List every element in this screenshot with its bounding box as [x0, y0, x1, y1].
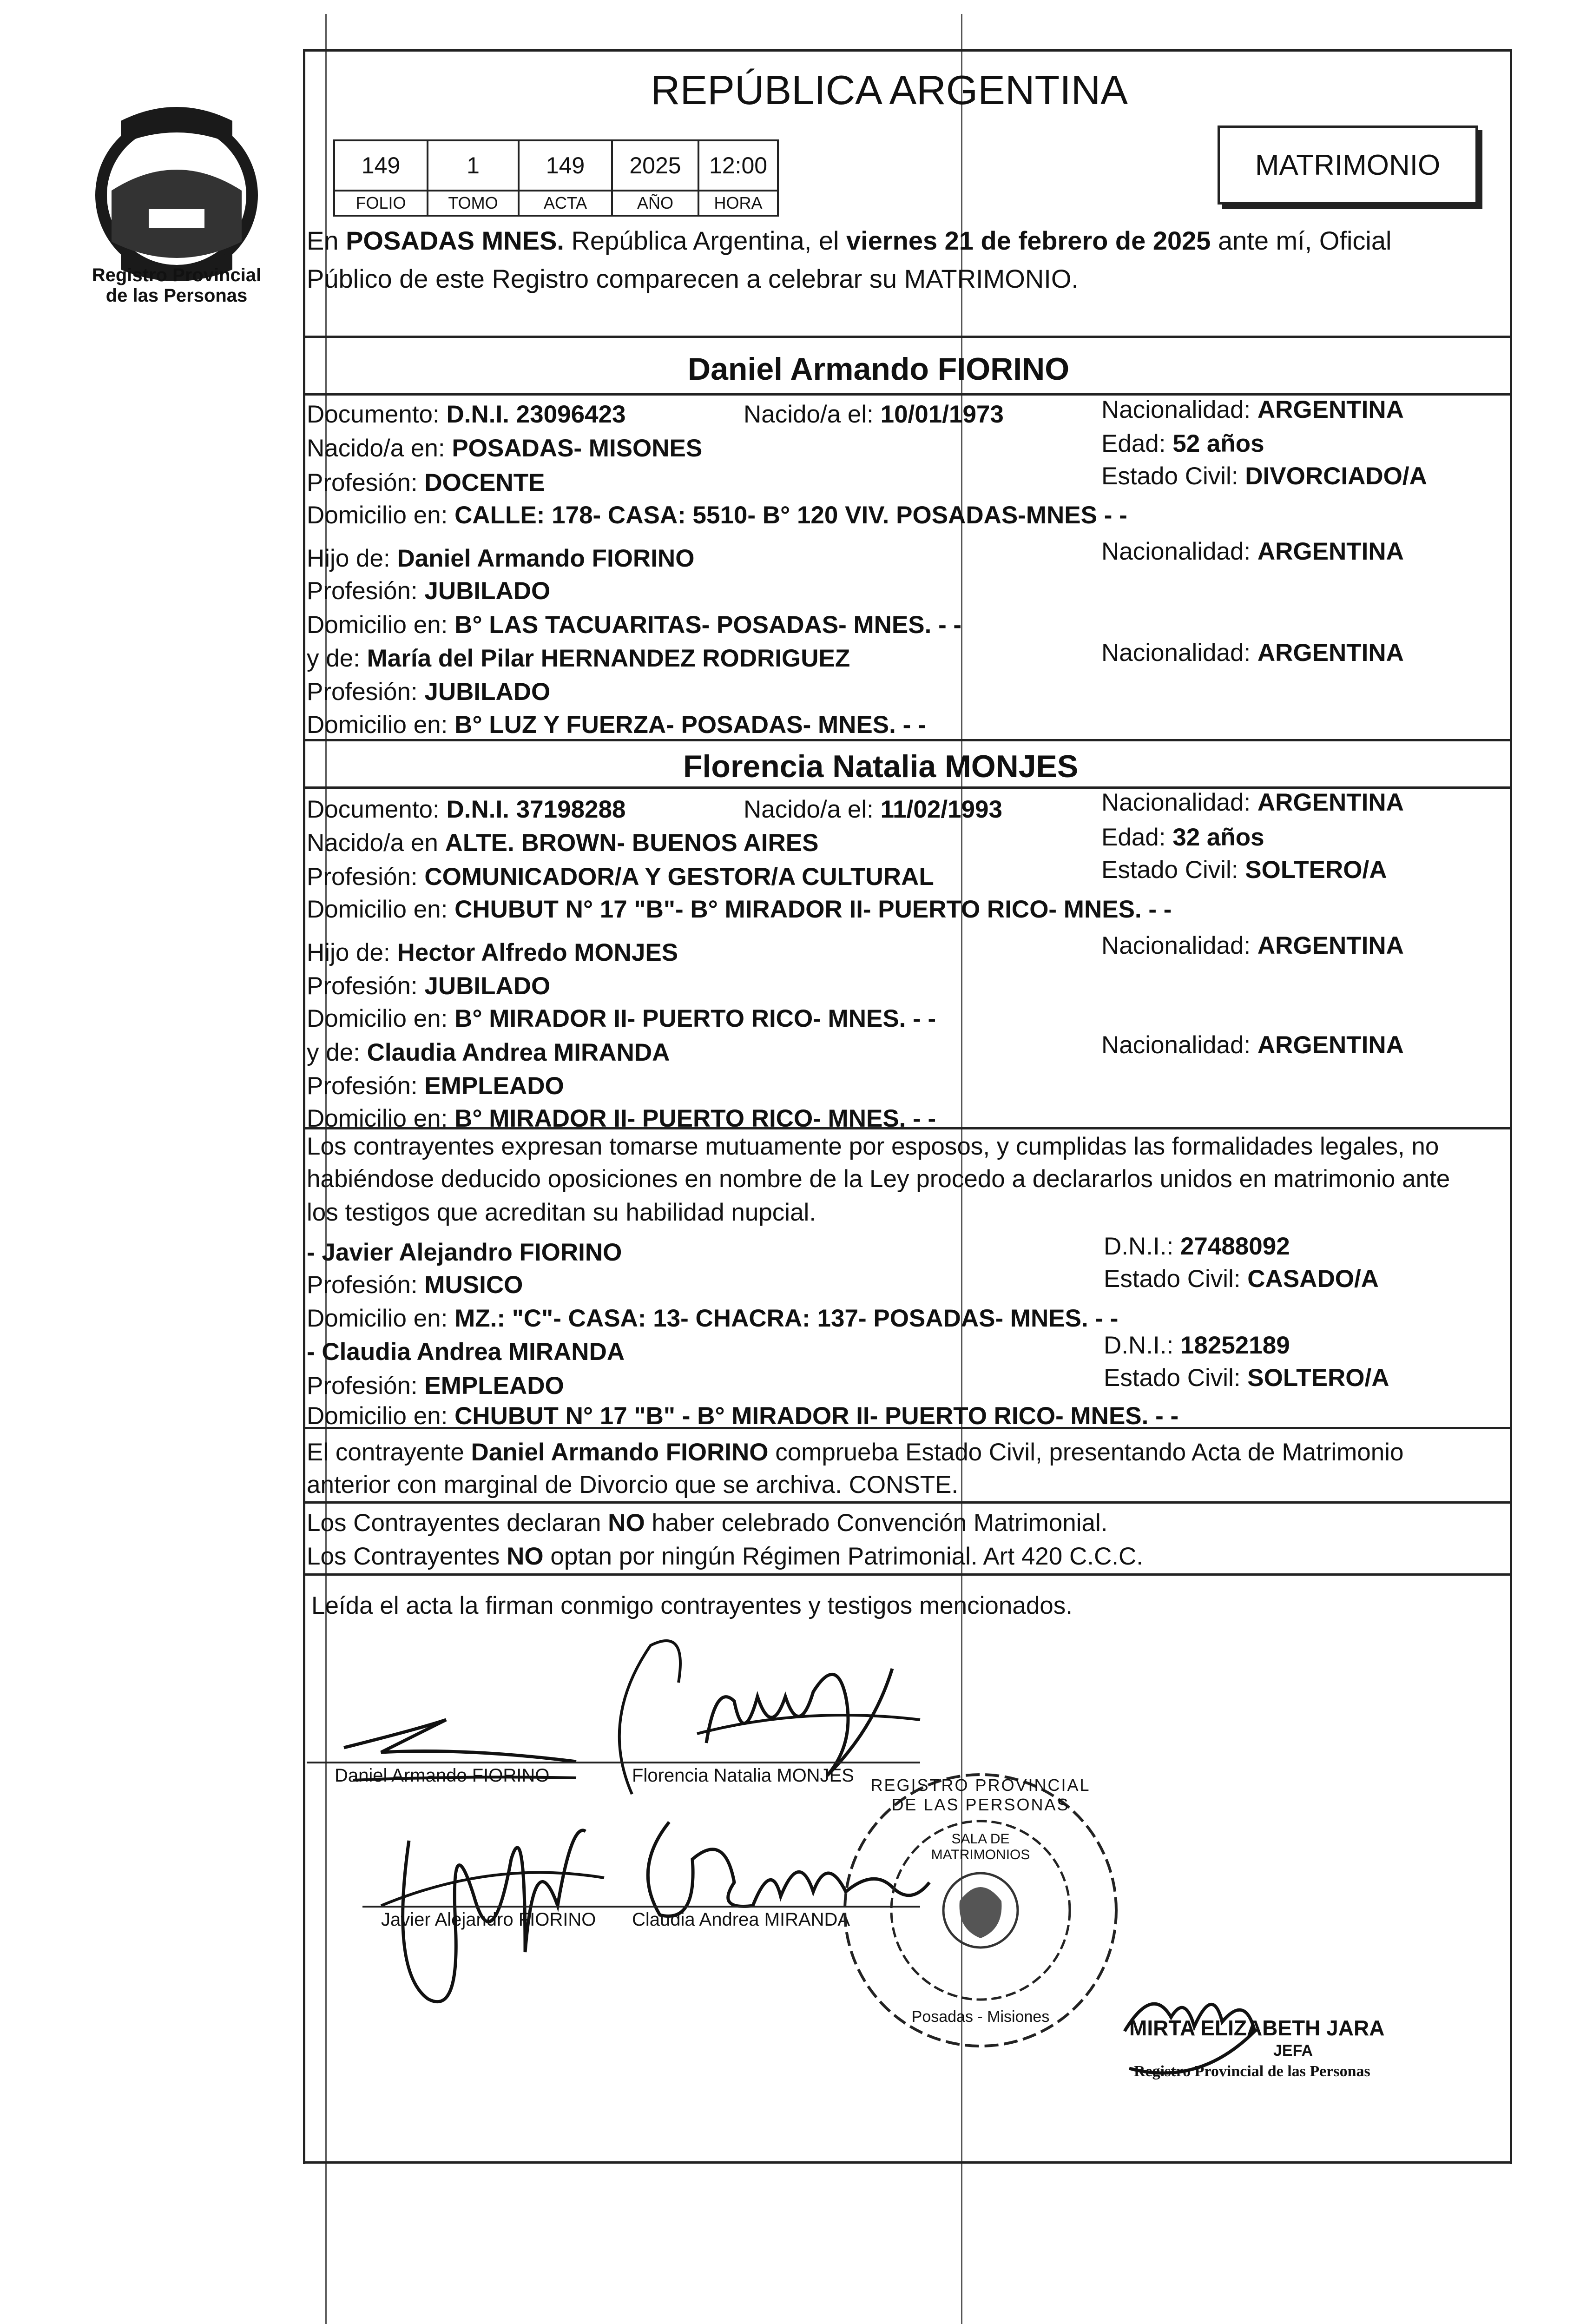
spouse2-birthdate: Nacido/a el: 11/02/1993 — [744, 796, 1002, 823]
spouse1-mother-address: Domicilio en: B° LUZ Y FUERZA- POSADAS- MNES. - - — [307, 711, 926, 739]
folio-value: 149 — [333, 139, 428, 191]
spouse2-document: Documento: D.N.I. 37198288 — [307, 796, 626, 823]
tomo-caption: TOMO — [427, 190, 520, 217]
stamp-bottom-text: Posadas - Misiones — [911, 2008, 1050, 2026]
intro-line-2: Público de este Registro comparecen a celebrar su MATRIMONIO. — [307, 264, 1079, 293]
spouse1-mother-nationality: Nacionalidad: ARGENTINA — [1101, 639, 1404, 667]
stamp-outer-text: REGISTRO PROVINCIAL DE LAS PERSONAS — [870, 1776, 1091, 1814]
spouse2-birthplace: Nacido/a en ALTE. BROWN- BUENOS AIRES — [307, 829, 819, 857]
spouse2-civil-status: Estado Civil: SOLTERO/A — [1101, 856, 1387, 884]
registry-logo-label: Registro Provincial de las Personas — [92, 265, 262, 306]
spouse1-signature-label: Daniel Armando FIORINO — [335, 1765, 550, 1786]
ceremony-line-2: habiéndose deducido oposiciones en nombre de la Ley procedo a declararlos unidos en matrimonio ante — [307, 1165, 1450, 1193]
witness2-address: Domicilio en: CHUBUT N° 17 "B" - B° MIRADOR II- PUERTO RICO- MNES. - - — [307, 1402, 1179, 1430]
year-value: 2025 — [611, 139, 699, 191]
stamp-inner-text: SALA DE MATRIMONIOS — [931, 1831, 1030, 1862]
spouse1-mother: y de: María del Pilar HERNANDEZ RODRIGUEZ — [307, 645, 850, 672]
officer-name: MIRTA ELIZABETH JARA — [1129, 2016, 1385, 2040]
witness2-name: - Claudia Andrea MIRANDA — [307, 1338, 625, 1366]
spouse1-age: Edad: 52 años — [1101, 430, 1264, 457]
spouse1-nationality: Nacionalidad: ARGENTINA — [1101, 396, 1404, 423]
registry-logo — [79, 93, 274, 316]
divorce-note-line-1: El contrayente Daniel Armando FIORINO comprueba Estado Civil, presentando Acta de Matrimonio — [307, 1439, 1404, 1466]
hour-caption: HORA — [698, 190, 779, 217]
spouse2-father-address: Domicilio en: B° MIRADOR II- PUERTO RICO- MNES. - - — [307, 1005, 936, 1032]
spouse1-profession: Profesión: DOCENTE — [307, 469, 545, 496]
spouse2-address: Domicilio en: CHUBUT N° 17 "B"- B° MIRADOR II- PUERTO RICO- MNES. - - — [307, 896, 1172, 923]
hour-value: 12:00 — [698, 139, 779, 191]
intro-line-1: En POSADAS MNES. República Argentina, el viernes 21 de febrero de 2025 ante mí, Oficial — [307, 226, 1392, 255]
witness2-profession: Profesión: EMPLEADO — [307, 1372, 564, 1400]
convention-note: Los Contrayentes declaran NO haber celebrado Convención Matrimonial. — [307, 1509, 1108, 1537]
spouse2-signature-label: Florencia Natalia MONJES — [632, 1765, 854, 1786]
witness1-signature-label: Javier Alejandro FIORINO — [381, 1909, 596, 1930]
witness2-dni: D.N.I.: 18252189 — [1104, 1332, 1290, 1359]
provincial-seal-icon — [79, 93, 274, 288]
witness1-dni: D.N.I.: 27488092 — [1104, 1233, 1290, 1260]
spouse2-father-profession: Profesión: JUBILADO — [307, 972, 551, 1000]
spouse1-address: Domicilio en: CALLE: 178- CASA: 5510- B° 120 VIV. POSADAS-MNES - - — [307, 502, 1127, 529]
spouse2-profession: Profesión: COMUNICADOR/A Y GESTOR/A CULTURAL — [307, 863, 934, 891]
official-stamp — [836, 1766, 1125, 2054]
spouse1-birthplace: Nacido/a en: POSADAS- MISONES — [307, 435, 703, 462]
tomo-value: 1 — [427, 139, 520, 191]
ceremony-line-3: los testigos que acreditan su habilidad nupcial. — [307, 1199, 816, 1226]
folio-caption: FOLIO — [333, 190, 428, 217]
spouse2-mother-nationality: Nacionalidad: ARGENTINA — [1101, 1031, 1404, 1059]
spouse2-mother-address: Domicilio en: B° MIRADOR II- PUERTO RICO- MNES. - - — [307, 1105, 936, 1132]
page-title: REPÚBLICA ARGENTINA — [651, 67, 1128, 113]
witness1-profession: Profesión: MUSICO — [307, 1271, 523, 1299]
witness2-civil-status: Estado Civil: SOLTERO/A — [1104, 1364, 1389, 1392]
act-type-box — [1218, 125, 1478, 205]
acta-value: 149 — [518, 139, 613, 191]
spouse2-mother: y de: Claudia Andrea MIRANDA — [307, 1039, 670, 1066]
spouse1-father: Hijo de: Daniel Armando FIORINO — [307, 545, 695, 572]
spouse1-document: Documento: D.N.I. 23096423 — [307, 401, 626, 428]
witness1-civil-status: Estado Civil: CASADO/A — [1104, 1265, 1379, 1293]
officer-organization: Registro Provincial de las Personas — [1134, 2063, 1370, 2080]
spouse1-father-profession: Profesión: JUBILADO — [307, 577, 551, 605]
spouse1-mother-profession: Profesión: JUBILADO — [307, 678, 551, 706]
spouse2-father-nationality: Nacionalidad: ARGENTINA — [1101, 932, 1404, 959]
spouse2-mother-profession: Profesión: EMPLEADO — [307, 1072, 564, 1100]
officer-title: JEFA — [1273, 2042, 1313, 2060]
witness1-address: Domicilio en: MZ.: "C"- CASA: 13- CHACRA: 137- POSADAS- MNES. - - — [307, 1305, 1119, 1332]
regime-note: Los Contrayentes NO optan por ningún Régimen Patrimonial. Art 420 C.C.C. — [307, 1543, 1143, 1570]
spouse1-name: Daniel Armando FIORINO — [688, 351, 1070, 387]
spouse2-nationality: Nacionalidad: ARGENTINA — [1101, 789, 1404, 816]
spouse1-birthdate: Nacido/a el: 10/01/1973 — [744, 401, 1004, 428]
spouse2-name: Florencia Natalia MONJES — [683, 749, 1079, 784]
spouse2-father: Hijo de: Hector Alfredo MONJES — [307, 939, 678, 966]
year-caption: AÑO — [611, 190, 699, 217]
spouse1-father-address: Domicilio en: B° LAS TACUARITAS- POSADAS- MNES. - - — [307, 611, 962, 639]
witness1-name: - Javier Alejandro FIORINO — [307, 1239, 622, 1266]
acta-caption: ACTA — [518, 190, 613, 217]
closing-statement: Leída el acta la firman conmigo contrayentes y testigos mencionados. — [311, 1592, 1073, 1619]
witness2-signature-label: Claudia Andrea MIRANDA — [632, 1909, 850, 1930]
spouse1-civil-status: Estado Civil: DIVORCIADO/A — [1101, 462, 1427, 490]
ceremony-line-1: Los contrayentes expresan tomarse mutuamente por esposos, y cumplidas las formalidades legales, no — [307, 1133, 1439, 1160]
act-type-label: MATRIMONIO — [1255, 149, 1441, 181]
spouse1-father-nationality: Nacionalidad: ARGENTINA — [1101, 538, 1404, 565]
divorce-note-line-2: anterior con marginal de Divorcio que se archiva. CONSTE. — [307, 1471, 959, 1499]
spouse2-age: Edad: 32 años — [1101, 824, 1264, 851]
